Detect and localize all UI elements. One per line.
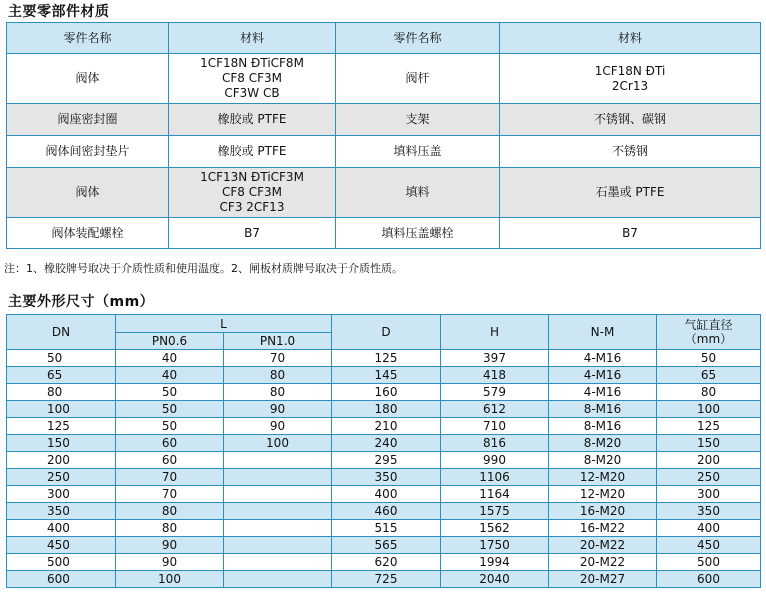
table-row bbox=[7, 469, 761, 486]
cylinder-diameter-cell: 350 bbox=[657, 503, 761, 520]
materials-table bbox=[6, 22, 761, 249]
h-cell: 1575 bbox=[441, 503, 549, 520]
material-cell: 1CF18N ÐTi 2Cr13 bbox=[500, 54, 761, 104]
header-part-name: 零件名称 bbox=[7, 23, 169, 54]
l-pn10-cell: 90 bbox=[224, 401, 332, 418]
table-row bbox=[7, 418, 761, 435]
d-cell: 460 bbox=[332, 503, 441, 520]
cylinder-diameter-cell: 600 bbox=[657, 571, 761, 588]
dn-cell: 300 bbox=[7, 486, 116, 503]
l-pn06-cell: 50 bbox=[116, 401, 224, 418]
d-cell: 210 bbox=[332, 418, 441, 435]
dn-cell: 500 bbox=[7, 554, 116, 571]
header-material: 材料 bbox=[169, 23, 336, 54]
dn-cell: 200 bbox=[7, 452, 116, 469]
d-cell: 125 bbox=[332, 350, 441, 367]
nm-cell: 12-M20 bbox=[549, 486, 657, 503]
l-pn06-cell: 60 bbox=[116, 452, 224, 469]
h-cell: 612 bbox=[441, 401, 549, 418]
cylinder-diameter-cell: 450 bbox=[657, 537, 761, 554]
material-cell: 不锈钢、碳钢 bbox=[500, 104, 761, 136]
l-pn10-cell bbox=[224, 486, 332, 503]
cylinder-diameter-cell: 300 bbox=[657, 486, 761, 503]
dn-cell: 400 bbox=[7, 520, 116, 537]
l-pn06-cell: 50 bbox=[116, 418, 224, 435]
materials-row bbox=[7, 54, 761, 104]
d-cell: 725 bbox=[332, 571, 441, 588]
materials-row bbox=[7, 168, 761, 218]
nm-cell: 8-M16 bbox=[549, 401, 657, 418]
nm-cell: 16-M22 bbox=[549, 520, 657, 537]
header-h: H bbox=[441, 315, 549, 350]
part-name-cell: 阀体 bbox=[7, 168, 169, 218]
header-l: L bbox=[116, 315, 332, 333]
cylinder-diameter-cell: 200 bbox=[657, 452, 761, 469]
d-cell: 565 bbox=[332, 537, 441, 554]
l-pn06-cell: 70 bbox=[116, 486, 224, 503]
l-pn10-cell bbox=[224, 571, 332, 588]
header-nm: N-M bbox=[549, 315, 657, 350]
part-name-cell: 填料 bbox=[336, 168, 500, 218]
d-cell: 160 bbox=[332, 384, 441, 401]
table-row bbox=[7, 554, 761, 571]
dn-cell: 350 bbox=[7, 503, 116, 520]
l-pn06-cell: 100 bbox=[116, 571, 224, 588]
nm-cell: 20-M22 bbox=[549, 537, 657, 554]
dn-cell: 150 bbox=[7, 435, 116, 452]
part-name-cell: 阀体 bbox=[7, 54, 169, 104]
table-row bbox=[7, 401, 761, 418]
header-pn10: PN1.0 bbox=[224, 333, 332, 350]
header-pn06: PN0.6 bbox=[116, 333, 224, 350]
h-cell: 816 bbox=[441, 435, 549, 452]
material-cell: B7 bbox=[169, 218, 336, 249]
header-cylinder-diameter: 气缸直径 （mm） bbox=[657, 315, 761, 350]
table-row bbox=[7, 503, 761, 520]
materials-row bbox=[7, 218, 761, 249]
l-pn10-cell: 100 bbox=[224, 435, 332, 452]
table-row bbox=[7, 367, 761, 384]
dn-cell: 600 bbox=[7, 571, 116, 588]
materials-row bbox=[7, 136, 761, 168]
table-row bbox=[7, 384, 761, 401]
l-pn06-cell: 80 bbox=[116, 503, 224, 520]
l-pn10-cell: 90 bbox=[224, 418, 332, 435]
part-name-cell: 阀体间密封垫片 bbox=[7, 136, 169, 168]
header-part-name: 零件名称 bbox=[336, 23, 500, 54]
header-d: D bbox=[332, 315, 441, 350]
cylinder-diameter-cell: 250 bbox=[657, 469, 761, 486]
dn-cell: 65 bbox=[7, 367, 116, 384]
l-pn10-cell bbox=[224, 503, 332, 520]
cylinder-diameter-cell: 65 bbox=[657, 367, 761, 384]
h-cell: 1106 bbox=[441, 469, 549, 486]
nm-cell: 8-M20 bbox=[549, 435, 657, 452]
d-cell: 350 bbox=[332, 469, 441, 486]
part-name-cell: 阀体装配螺栓 bbox=[7, 218, 169, 249]
l-pn10-cell: 70 bbox=[224, 350, 332, 367]
nm-cell: 4-M16 bbox=[549, 384, 657, 401]
materials-title: 主要零部件材质 bbox=[8, 4, 110, 20]
material-cell: 橡胶或 PTFE bbox=[169, 104, 336, 136]
l-pn06-cell: 40 bbox=[116, 367, 224, 384]
cylinder-diameter-cell: 125 bbox=[657, 418, 761, 435]
table-row bbox=[7, 350, 761, 367]
part-name-cell: 支架 bbox=[336, 104, 500, 136]
dn-cell: 50 bbox=[7, 350, 116, 367]
materials-header-row bbox=[7, 23, 761, 54]
table-row bbox=[7, 486, 761, 503]
l-pn06-cell: 70 bbox=[116, 469, 224, 486]
h-cell: 1164 bbox=[441, 486, 549, 503]
l-pn10-cell bbox=[224, 537, 332, 554]
cylinder-diameter-cell: 150 bbox=[657, 435, 761, 452]
cylinder-diameter-cell: 80 bbox=[657, 384, 761, 401]
dimensions-table bbox=[6, 314, 761, 588]
l-pn06-cell: 40 bbox=[116, 350, 224, 367]
dn-cell: 125 bbox=[7, 418, 116, 435]
material-cell: 1CF13N ÐTiCF3M CF8 CF3M CF3 2CF13 bbox=[169, 168, 336, 218]
dn-cell: 100 bbox=[7, 401, 116, 418]
materials-row bbox=[7, 104, 761, 136]
d-cell: 400 bbox=[332, 486, 441, 503]
h-cell: 397 bbox=[441, 350, 549, 367]
dimensions-title: 主要外形尺寸（mm） bbox=[8, 294, 155, 310]
table-row bbox=[7, 520, 761, 537]
l-pn10-cell bbox=[224, 554, 332, 571]
material-cell: 橡胶或 PTFE bbox=[169, 136, 336, 168]
material-cell: 1CF18N ÐTiCF8M CF8 CF3M CF3W CB bbox=[169, 54, 336, 104]
l-pn10-cell bbox=[224, 469, 332, 486]
material-cell: B7 bbox=[500, 218, 761, 249]
cylinder-diameter-cell: 500 bbox=[657, 554, 761, 571]
nm-cell: 8-M16 bbox=[549, 418, 657, 435]
cylinder-diameter-cell: 100 bbox=[657, 401, 761, 418]
d-cell: 515 bbox=[332, 520, 441, 537]
nm-cell: 8-M20 bbox=[549, 452, 657, 469]
material-cell: 石墨或 PTFE bbox=[500, 168, 761, 218]
header-dn: DN bbox=[7, 315, 116, 350]
nm-cell: 4-M16 bbox=[549, 350, 657, 367]
l-pn06-cell: 60 bbox=[116, 435, 224, 452]
l-pn06-cell: 90 bbox=[116, 537, 224, 554]
table-row bbox=[7, 537, 761, 554]
materials-note: 注：1、橡胶牌号取决于介质性质和使用温度。2、闸板材质牌号取决于介质性质。 bbox=[4, 262, 403, 275]
l-pn10-cell: 80 bbox=[224, 367, 332, 384]
cylinder-diameter-cell: 50 bbox=[657, 350, 761, 367]
part-name-cell: 阀杆 bbox=[336, 54, 500, 104]
h-cell: 1562 bbox=[441, 520, 549, 537]
d-cell: 145 bbox=[332, 367, 441, 384]
table-row bbox=[7, 435, 761, 452]
d-cell: 240 bbox=[332, 435, 441, 452]
table-row bbox=[7, 452, 761, 469]
part-name-cell: 阀座密封圈 bbox=[7, 104, 169, 136]
nm-cell: 16-M20 bbox=[549, 503, 657, 520]
h-cell: 990 bbox=[441, 452, 549, 469]
l-pn06-cell: 80 bbox=[116, 520, 224, 537]
h-cell: 1994 bbox=[441, 554, 549, 571]
nm-cell: 20-M27 bbox=[549, 571, 657, 588]
l-pn10-cell bbox=[224, 520, 332, 537]
d-cell: 620 bbox=[332, 554, 441, 571]
h-cell: 418 bbox=[441, 367, 549, 384]
part-name-cell: 填料压盖螺栓 bbox=[336, 218, 500, 249]
material-cell: 不锈钢 bbox=[500, 136, 761, 168]
h-cell: 2040 bbox=[441, 571, 549, 588]
l-pn06-cell: 50 bbox=[116, 384, 224, 401]
h-cell: 579 bbox=[441, 384, 549, 401]
part-name-cell: 填料压盖 bbox=[336, 136, 500, 168]
h-cell: 1750 bbox=[441, 537, 549, 554]
header-material: 材料 bbox=[500, 23, 761, 54]
nm-cell: 20-M22 bbox=[549, 554, 657, 571]
d-cell: 295 bbox=[332, 452, 441, 469]
dn-cell: 80 bbox=[7, 384, 116, 401]
cylinder-diameter-cell: 400 bbox=[657, 520, 761, 537]
l-pn06-cell: 90 bbox=[116, 554, 224, 571]
l-pn10-cell: 80 bbox=[224, 384, 332, 401]
nm-cell: 4-M16 bbox=[549, 367, 657, 384]
dn-cell: 250 bbox=[7, 469, 116, 486]
h-cell: 710 bbox=[441, 418, 549, 435]
l-pn10-cell bbox=[224, 452, 332, 469]
table-row bbox=[7, 571, 761, 588]
dn-cell: 450 bbox=[7, 537, 116, 554]
nm-cell: 12-M20 bbox=[549, 469, 657, 486]
d-cell: 180 bbox=[332, 401, 441, 418]
